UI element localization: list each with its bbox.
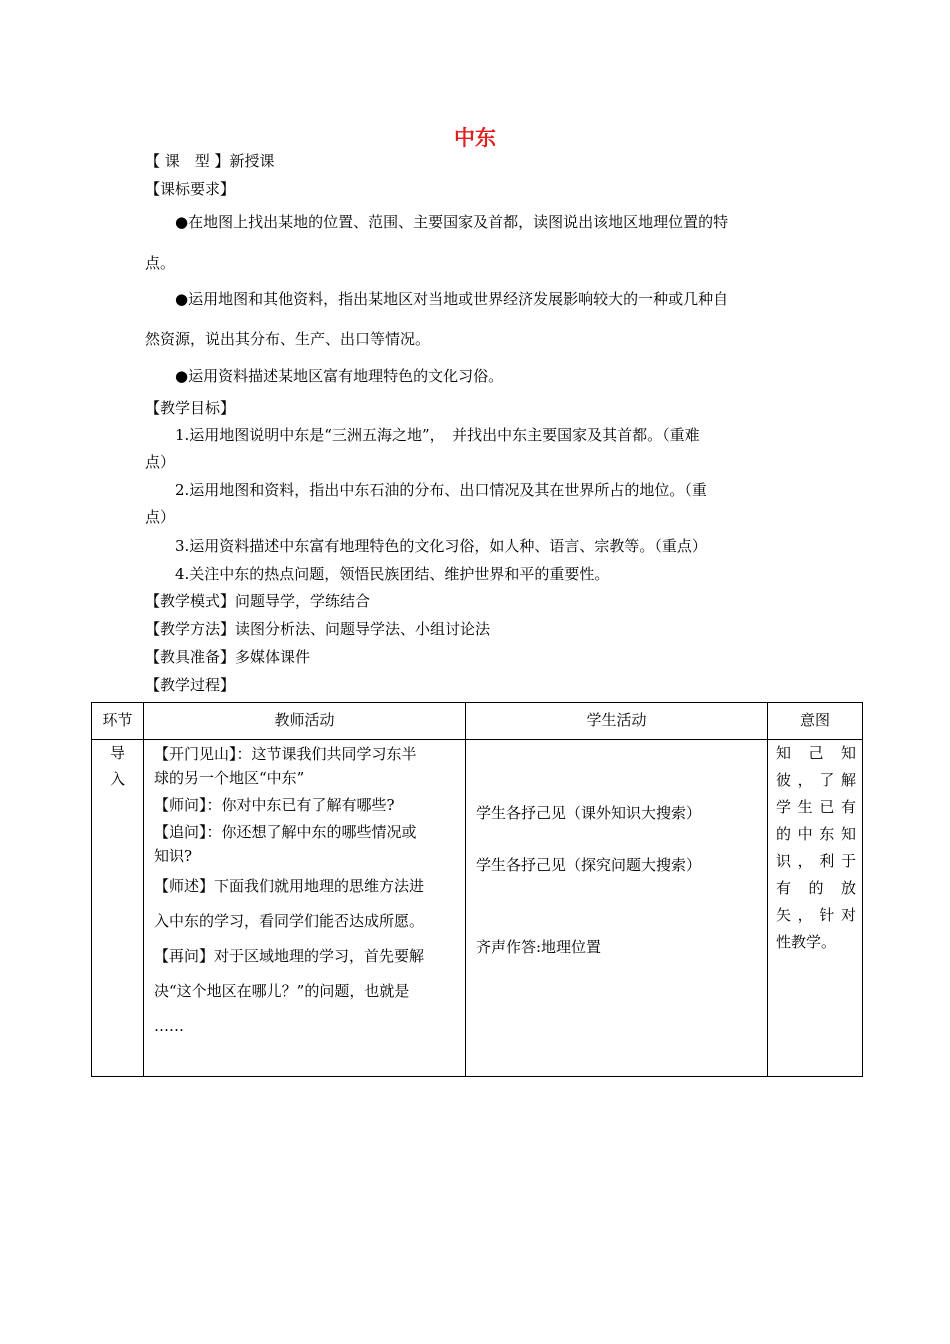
teacher-activity-cell <box>144 740 466 1077</box>
standard-heading: 【课标要求】 <box>145 180 236 198</box>
table-row <box>92 740 863 1077</box>
intent-line: 知己知 <box>776 744 856 762</box>
intent-line: 识，利于 <box>776 852 856 870</box>
stage-label: 导入 <box>109 744 125 788</box>
intent-line: 有的放 <box>776 879 856 897</box>
standard-2-line-1: ●运用地图和其他资料，指出某地区对当地或世界经济发展影响较大的一种或几种自 <box>175 290 729 308</box>
student-line: 学生各抒己见（探究问题大搜索） <box>476 856 702 874</box>
goal-1-line-1: 1.运用地图说明中东是“三洲五海之地”， 并找出中东主要国家及其首都。（重难 <box>175 426 700 444</box>
goal-3-line-1: 3.运用资料描述中东富有地理特色的文化习俗，如人种、语言、宗教等。（重点） <box>175 537 707 555</box>
teacher-line: 【追问】：你还想了解中东的哪些情况或 <box>154 823 417 841</box>
standard-3-line-1: ●运用资料描述某地区富有地理特色的文化习俗。 <box>175 367 504 385</box>
standard-1-line-2: 点。 <box>145 254 176 272</box>
goal-2-line-2: 点） <box>145 508 176 526</box>
intent-line: 矢，针对 <box>776 906 856 924</box>
lesson-type: 【 课 型 】新授课 <box>145 152 275 170</box>
intent-line: 性教学。 <box>776 933 837 951</box>
teacher-line: 入中东的学习，看同学们能否达成所愿。 <box>154 912 425 930</box>
student-activity-cell <box>466 740 768 1077</box>
goals-heading: 【教学目标】 <box>145 399 236 417</box>
header-intent: 意图 <box>768 703 863 740</box>
teaching-tools: 【教具准备】多媒体课件 <box>145 648 311 666</box>
teaching-process-table <box>91 702 863 1077</box>
intent-line: 学生已有 <box>776 798 856 816</box>
header-student-activity: 学生活动 <box>466 703 768 740</box>
intent-line: 的中东知 <box>776 825 856 843</box>
stage-cell <box>92 740 144 1077</box>
goal-4-line-1: 4.关注中东的热点问题，领悟民族团结、维护世界和平的重要性。 <box>175 565 610 583</box>
page-title: 中东 <box>454 126 496 150</box>
process-heading: 【教学过程】 <box>145 676 236 694</box>
teacher-line: 球的另一个地区“中东” <box>154 769 305 787</box>
header-stage: 环节 <box>92 703 144 740</box>
intent-line: 彼，了解 <box>776 771 856 789</box>
student-line: 齐声作答:地理位置 <box>476 938 602 956</box>
teacher-line: 【再问】对于区域地理的学习，首先要解 <box>154 947 425 965</box>
intent-cell <box>768 740 863 1077</box>
table-header-row <box>92 703 863 740</box>
goal-2-line-1: 2.运用地图和资料，指出中东石油的分布、出口情况及其在世界所占的地位。（重 <box>175 481 707 499</box>
teacher-line: …… <box>154 1017 184 1035</box>
teacher-line: 【师问】：你对中东已有了解有哪些? <box>154 796 395 814</box>
teaching-mode: 【教学模式】问题导学，学练结合 <box>145 592 371 610</box>
standard-1-line-1: ●在地图上找出某地的位置、范围、主要国家及首都，读图说出该地区地理位置的特 <box>175 213 729 231</box>
student-line: 学生各抒己见（课外知识大搜索） <box>476 804 702 822</box>
teacher-line: 【开门见山】：这节课我们共同学习东半 <box>154 745 417 763</box>
teacher-line: 【师述】下面我们就用地理的思维方法进 <box>154 877 425 895</box>
teacher-line: 知识? <box>154 847 193 865</box>
teacher-line: 决“这个地区在哪儿？”的问题，也就是 <box>154 982 410 1000</box>
goal-1-line-2: 点） <box>145 453 176 471</box>
teaching-method: 【教学方法】读图分析法、问题导学法、小组讨论法 <box>145 620 491 638</box>
header-teacher-activity: 教师活动 <box>144 703 466 740</box>
standard-2-line-2: 然资源，说出其分布、生产、出口等情况。 <box>145 330 431 348</box>
